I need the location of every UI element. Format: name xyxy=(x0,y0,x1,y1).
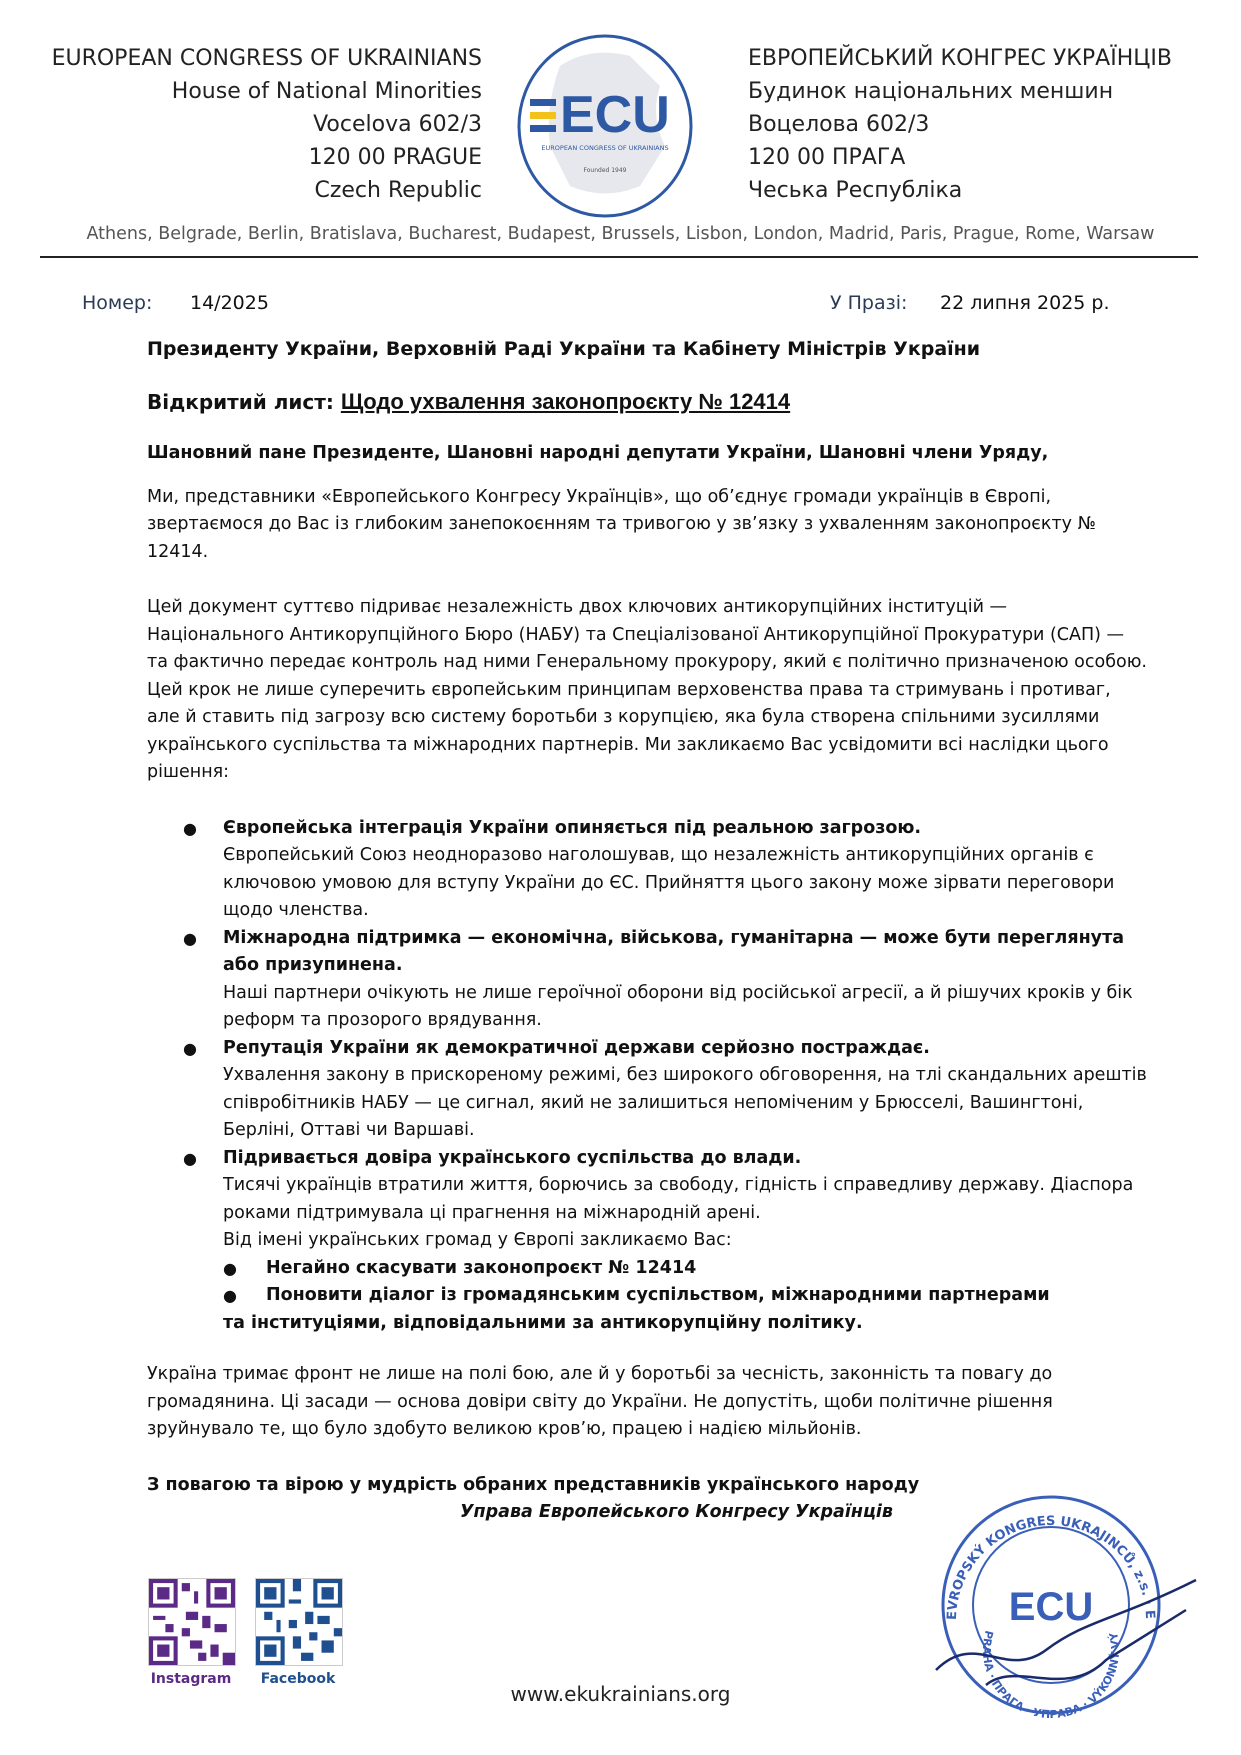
ecu-logo xyxy=(490,26,720,226)
date-value: 22 липня 2025 р. xyxy=(940,292,1110,314)
bullet-icon: ● xyxy=(223,1286,237,1305)
list-item-title: Європейська інтеграція України опиняється під реальною загрозою. xyxy=(223,817,922,838)
closing-line: З повагою та вірою у мудрість обраних представників українського народу xyxy=(147,1474,920,1495)
office-cities: Athens, Belgrade, Berlin, Bratislava, Bucharest, Budapest, Brussels, Lisbon, London, Madrid, Paris, Prague, Rome, Warsaw xyxy=(86,224,1155,244)
bullet-icon: ● xyxy=(183,818,197,838)
subject-prefix: Відкритий лист: xyxy=(147,389,334,414)
org-country-uk: Чеська Республіка xyxy=(748,178,963,203)
number-label: Номер: xyxy=(82,292,153,314)
org-country-en: Czech Republic xyxy=(314,178,482,203)
list-item-text: Ухвалення закону в прискореному режимі, без широкого обговорення, на тлі скандальних арештів співробітників НАБУ — це сигнал, який не залишиться непоміченим у Брюсселі, Вашингтоні, Берліні, Оттаві чи Варшаві. xyxy=(223,1065,1147,1140)
logo-founded: Founded 1949 xyxy=(583,167,627,174)
org-name-uk: ЕВРОПЕЙСЬКИЙ КОНГРЕС УКРАЇНЦІВ xyxy=(748,46,1172,71)
letter-body xyxy=(147,336,1147,1527)
org-street-en: Vocelova 602/3 xyxy=(313,112,482,137)
call-item xyxy=(147,1255,1147,1283)
logo-letters: ECU xyxy=(560,86,670,144)
org-building-uk: Будинок національних меншин xyxy=(748,79,1114,104)
signature-org: Управа Европейського Конгресу Українців xyxy=(460,1502,893,1522)
instagram-label[interactable]: Instagram xyxy=(150,1671,232,1687)
list-item xyxy=(147,1035,1147,1145)
org-city-en: 120 00 PRAGUE xyxy=(308,145,482,170)
org-city-uk: 120 00 ПРАГА xyxy=(748,145,906,170)
call-continuation: та інституціями, відповідальними за антикорупційну політику. xyxy=(223,1312,863,1333)
call-intro: Від імені українських громад у Європі закликаємо Вас: xyxy=(223,1230,732,1250)
facebook-label[interactable]: Facebook xyxy=(260,1671,336,1687)
subject-line xyxy=(147,388,1147,417)
bullet-icon: ● xyxy=(183,1148,197,1168)
consequences-list xyxy=(147,815,1147,1338)
list-item xyxy=(147,925,1147,1035)
list-item-text: Наші партнери очікують не лише героїчної оборони від російської агресії, а й рішучих кроків у бік реформ та прозорого врядування. xyxy=(223,982,1133,1030)
call-text: Негайно скасувати законопроєкт № 12414 xyxy=(266,1257,697,1278)
addressee: Президенту України, Верховній Раді України та Кабінету Міністрів України xyxy=(147,338,981,360)
bullet-icon: ● xyxy=(223,1258,237,1278)
logo-org-text: EUROPEAN CONGRESS OF UKRAINIANS xyxy=(541,144,669,152)
number-value: 14/2025 xyxy=(190,292,269,314)
stamp-inner-path: PRAHA · ПРАГА · УПРАВА · VÝKONNÝ VÝ xyxy=(979,1629,1123,1722)
org-name-en: EUROPEAN CONGRESS OF UKRAINIANS xyxy=(51,46,482,71)
greeting: Шановний пане Президенте, Шановні народні депутати України, Шановні члени Уряду, xyxy=(147,443,1049,463)
list-item-text: Тисячі українців втратили життя, борючись за свободу, гідність і справедливу державу. Діаспора роками підтримувала ці прагнення на міжнародній арені. xyxy=(223,1175,1134,1223)
stamp-center-letters: ECU xyxy=(1008,1585,1094,1629)
header-english-address xyxy=(30,42,482,207)
list-item-title: Міжнародна підтримка — економічна, військова, гуманітарна — може бути переглянута або призупинена. xyxy=(223,927,1125,975)
org-building-en: House of National Minorities xyxy=(171,79,482,104)
list-item xyxy=(147,815,1147,925)
paragraph-closing: Україна тримає фронт не лише на полі бою, але й у боротьбі за чесність, законність та повагу до громадянина. Ці засади — основа довіри світу до України. Не допустіть, щоби політичне рішення зруйнувало те, що було здобуто великою кров’ю, працею і надією мільйонів. xyxy=(147,1364,1053,1439)
list-item-title: Підривається довіра українського суспільства до влади. xyxy=(223,1147,802,1168)
stamp-outer-path: EVROPSKÝ KONGRES UKRAJINCŮ, z.s. · Е xyxy=(944,1513,1158,1621)
subject-main: Щодо ухвалення законопроєкту № 12414 xyxy=(340,388,791,414)
call-item xyxy=(147,1282,1147,1310)
place-label: У Празі: xyxy=(830,292,908,314)
paragraph-intro: Ми, представники «Европейського Конгресу Українців», що об’єднує громади українців в Європі, звертаємося до Вас із глибоким занепокоєнням та тривогою у зв’язку з ухваленням законопроєкту № 12414. xyxy=(147,486,1096,562)
instagram-qr[interactable] xyxy=(148,1578,246,1687)
website-link[interactable]: www.ekukrainians.org xyxy=(510,1682,731,1706)
header-ukrainian-address xyxy=(748,42,1218,207)
call-text: Поновити діалог із громадянським суспільством, міжнародними партнерами xyxy=(266,1285,1050,1305)
facebook-qr[interactable] xyxy=(255,1578,353,1687)
facebook-qr-code-icon xyxy=(255,1578,343,1666)
list-item xyxy=(147,1145,1147,1255)
list-item-text: Європейський Союз неодноразово наголошував, що незалежність антикорупційних органів є ключовою умовою для вступу України до ЄС. Прийняття цього закону може зірвати переговори щодо членства. xyxy=(223,845,1115,920)
instagram-qr-code-icon xyxy=(148,1578,236,1666)
paragraph-concern: Цей документ суттєво підриває незалежність двох ключових антикорупційних інституцій — Національного Антикорупційного Бюро (НАБУ) та Спеціалізованої Антикорупційної Прокуратури (САП) — та фактично передає контроль над ними Генеральному прокурору, який є політично призначеною особою. Цей крок не лише суперечить європейським принципам верховенства права та стримувань і противаг, але й ставить під загрозу всю систему боротьби з корупцією, яка була створена спільними зусиллями українського суспільства та міжнародних партнерів. Ми закликаємо Вас усвідомити всі наслідки цього рішення: xyxy=(147,597,1147,782)
bullet-icon: ● xyxy=(183,1038,197,1058)
org-street-uk: Воцелова 602/3 xyxy=(748,112,930,137)
list-item-title: Репутація України як демократичної держави серйозно постраждає. xyxy=(223,1037,930,1058)
bullet-icon: ● xyxy=(183,928,197,948)
header-divider xyxy=(40,256,1198,258)
